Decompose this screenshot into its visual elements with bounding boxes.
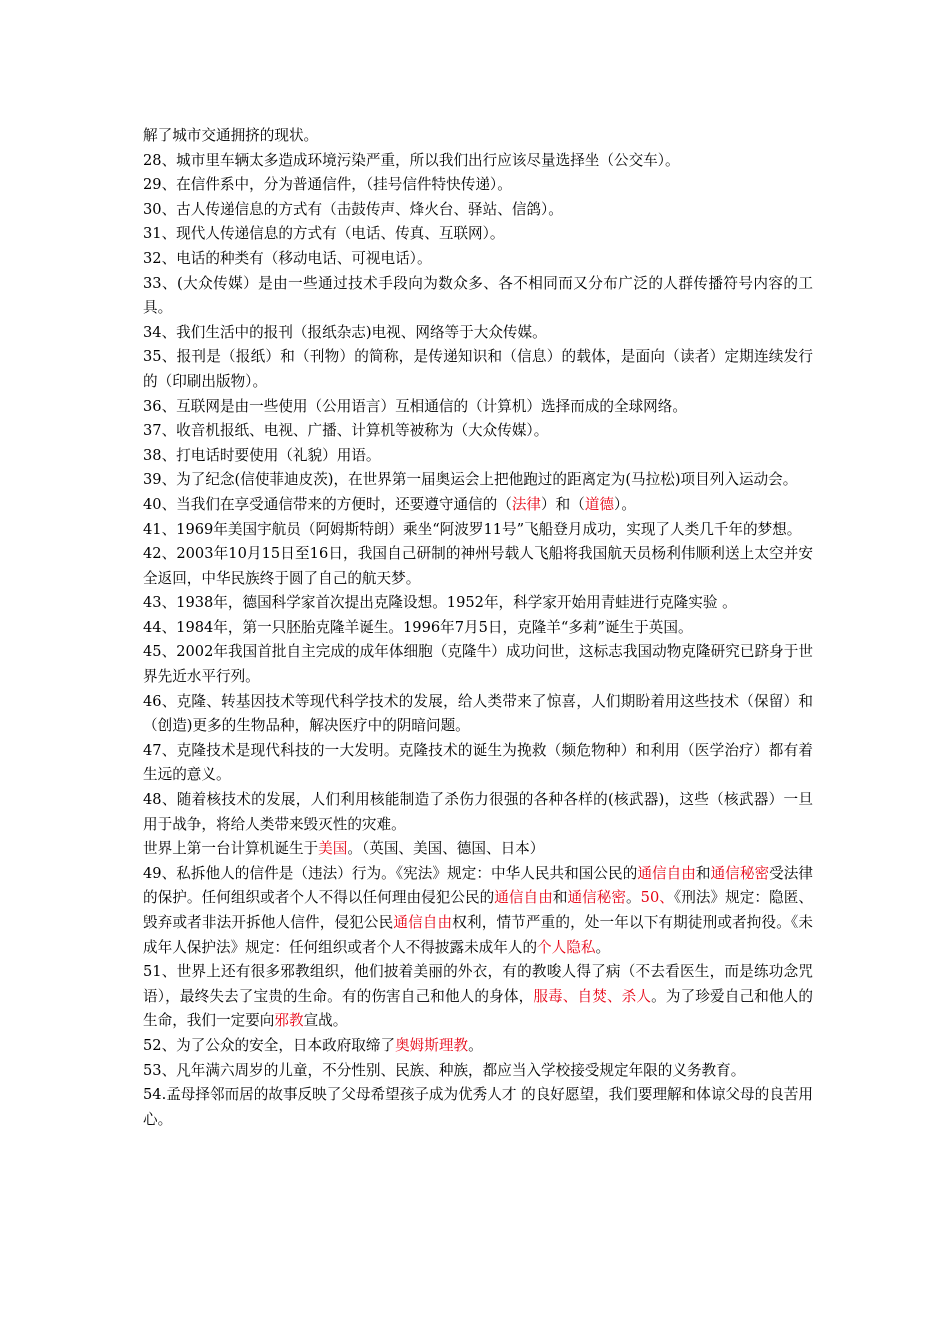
text-run: 41、1969年美国宇航员（阿姆斯特朗）乘坐“阿波罗11号”飞船登月成功，实现了人类几千年的梦想。: [143, 520, 802, 538]
text-run: 37、收音机报纸、电视、广播、计算机等被称为（大众传媒）。: [143, 422, 549, 440]
text-run: 解了城市交通拥挤的现状。: [143, 127, 319, 144]
paragraph: [143, 862, 813, 960]
paragraph: [143, 591, 813, 616]
paragraph: [143, 616, 813, 641]
text-run: 51、世界上还有很多邪教组织，他们披着美丽的外衣，有的教唆人得了病（不去看医生，而是练功念咒语），最终失去了宝贵的生命。有的伤害自己和他人的身体，: [143, 963, 813, 1005]
text-run: 31、现代人传递信息的方式有（电话、传真、互联网）。: [143, 225, 505, 243]
highlighted-answer-text: 美国: [318, 840, 348, 858]
text-run: 33、(大众传媒）是由一些通过技术手段向为数众多、各不相同而又分布广泛的人群传播符号内容的工具。: [143, 274, 813, 317]
text-run: 28、城市里车辆太多造成环境污染严重，所以我们出行应该尽量选择坐（公交车）。: [143, 151, 680, 169]
text-run: 36、互联网是由一些使用（公用语言）互相通信的（计算机）选择而成的全球网络。: [143, 397, 687, 415]
text-run: 宣战。: [303, 1012, 348, 1030]
highlighted-answer-text: 邪教: [274, 1012, 304, 1030]
text-run: 48、随着核技术的发展，人们利用核能制造了杀伤力很强的各种各样的(核武器)，这些（核武器）一旦用于战争，将给人类带来毁灭性的灾难。: [143, 791, 813, 833]
paragraph: [143, 173, 813, 198]
paragraph: [143, 149, 813, 174]
text-run: 52、为了公众的安全，日本政府取缔了: [143, 1036, 396, 1054]
paragraph: [143, 222, 813, 247]
text-run: 30、古人传递信息的方式有（击鼓传声、烽火台、驿站、信鸽）。: [143, 200, 563, 218]
paragraph: [143, 739, 813, 788]
highlighted-answer-text: 奥姆斯理教: [395, 1036, 469, 1054]
text-run: 42、2003年10月15日至16日，我国自己研制的神州号载人飞船将我国航天员杨利伟顺利送上太空并安全返回，中华民族终于圆了自己的航天梦。: [143, 545, 813, 587]
paragraph: [143, 198, 813, 223]
text-run: 。: [595, 938, 611, 956]
paragraph: [143, 272, 813, 321]
highlighted-answer-text: 通信秘密: [710, 864, 770, 882]
text-run: 54.孟母择邻而居的故事反映了父母希望孩子成为优秀人才 的良好愿望，我们要理解和体谅父母的良苦用心。: [143, 1086, 813, 1128]
text-run: 和: [695, 864, 711, 882]
text-run: 。（英国、美国、德国、日本）: [347, 840, 545, 858]
text-run: 受法律的保护。任何组织或者个人不得以任何理由侵犯公民的: [143, 864, 813, 907]
text-run: 40、当我们在享受通信带来的方便时，还要遵守通信的（: [143, 495, 512, 513]
text-run: 44、1984年，第一只胚胎克隆羊诞生。1996年7月5日，克隆羊“多莉”诞生于英国。: [143, 618, 693, 636]
document-body: [143, 124, 813, 1132]
text-run: 38、打电话时要使用（礼貌）用语。: [143, 446, 381, 464]
text-run: 32、电话的种类有（移动电话、可视电话）。: [143, 249, 432, 267]
highlighted-answer-text: 50、: [640, 889, 674, 907]
paragraph: [143, 690, 813, 739]
paragraph: [143, 493, 813, 518]
highlighted-answer-text: 通信自由: [393, 914, 453, 931]
text-run: 。: [626, 889, 641, 907]
text-run: 46、克隆、转基因技术等现代科学技术的发展，给人类带来了惊喜，人们期盼着用这些技术（保留）和（创造)更多的生物品种，解决医疗中的阴暗问题。: [143, 692, 813, 735]
paragraph: [143, 788, 813, 837]
text-run: ）。: [614, 495, 636, 513]
text-run: 45、2002年我国首批自主完成的成年体细胞（克隆牛）成功问世，这标志我国动物克隆研究已跻身于世界先近水平行列。: [143, 643, 813, 686]
text-run: 43、1938年，德国科学家首次提出克隆设想。1952年，科学家开始用青蛙进行克隆实验 。: [143, 594, 737, 612]
text-run: 53、凡年满六周岁的儿童，不分性别、民族、种族，都应当入学校接受规定年限的义务教育。: [143, 1061, 746, 1079]
text-run: 47、克隆技术是现代科技的一大发明。克隆技术的诞生为挽救（频危物种）和利用（医学治疗）都有着生远的意义。: [143, 741, 813, 784]
paragraph: [143, 321, 813, 346]
text-run: 世界上第一台计算机诞生于: [143, 840, 319, 858]
highlighted-answer-text: 通信自由: [494, 889, 553, 907]
highlighted-answer-text: 通信秘密: [567, 889, 627, 907]
paragraph: [143, 345, 813, 394]
highlighted-answer-text: 个人隐私: [537, 938, 596, 956]
text-run: 39、为了纪念(信使菲迪皮茨)，在世界第一届奥运会上把他跑过的距离定为(马拉松)项目列入运动会。: [143, 471, 798, 489]
text-run: 。: [468, 1036, 483, 1054]
text-run: 35、报刊是（报纸）和（刊物）的简称，是传递知识和（信息）的载体，是面向（读者）定期连续发行的（印刷出版物）。: [143, 348, 813, 390]
text-run: 49、私拆他人的信件是（违法）行为。《宪法》规定：中华人民共和国公民的: [143, 864, 638, 882]
paragraph: [143, 395, 813, 420]
text-run: 29、在信件系中，分为普通信件，（挂号信件特快传递）。: [143, 176, 512, 194]
paragraph: [143, 1034, 813, 1059]
paragraph: [143, 542, 813, 591]
text-run: 权利，情节严重的，处一年以下有期徒刑或者拘役。《未成年人保护法》规定：任何组织或者个人不得披露未成年人的: [143, 914, 813, 956]
paragraph: [143, 1059, 813, 1084]
paragraph: [143, 444, 813, 469]
text-run: 和: [552, 889, 568, 907]
paragraph: [143, 419, 813, 444]
text-run: 《刑法》规定：隐匿、毁弃或者非法开拆他人信件，侵犯公民: [143, 889, 813, 931]
paragraph: [143, 518, 813, 543]
highlighted-answer-text: 通信自由: [637, 864, 696, 882]
paragraph: [143, 247, 813, 272]
highlighted-answer-text: 道德: [584, 495, 615, 513]
highlighted-answer-text: 服毒、自焚、杀人: [533, 987, 652, 1005]
paragraph: [143, 468, 813, 493]
paragraph: [143, 837, 813, 862]
text-run: 34、我们生活中的报刊（报纸杂志)电视、网络等于大众传媒。: [143, 323, 547, 341]
paragraph: [143, 960, 813, 1034]
text-run: ）和（: [541, 495, 585, 513]
paragraph: [143, 640, 813, 689]
paragraph: [143, 124, 813, 149]
text-run: 。为了珍爱自己和他人的生命，我们一定要向: [143, 987, 813, 1030]
highlighted-answer-text: 法律: [511, 495, 542, 513]
paragraph: [143, 1083, 813, 1132]
